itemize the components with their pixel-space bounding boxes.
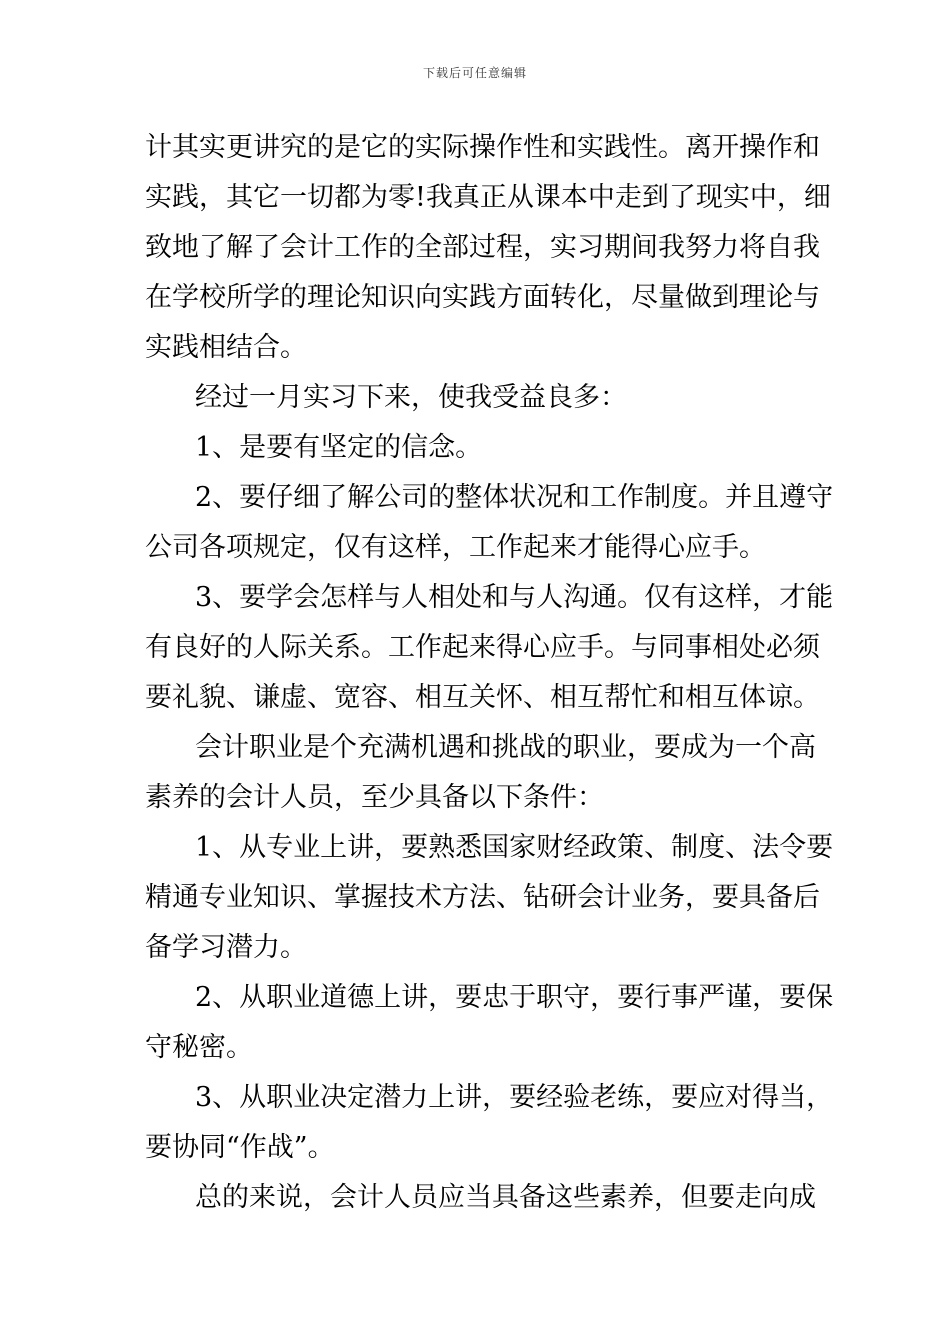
text-line: 3、从职业决定潜力上讲，要经验老练，要应对得当， — [195, 1082, 834, 1113]
text-line: 有良好的人际关系。工作起来得心应手。与同事相处必须 — [145, 632, 820, 663]
text-line: 致地了解了会计工作的全部过程，实习期间我努力将自我 — [145, 232, 820, 263]
text-line: 精通专业知识、掌握技术方法、钻研会计业务，要具备后 — [145, 882, 820, 913]
text-line: 素养的会计人员，至少具备以下条件： — [145, 782, 604, 813]
text-line: 备学习潜力。 — [145, 932, 307, 963]
text-line: 会计职业是个充满机遇和挑战的职业，要成为一个高 — [195, 732, 816, 763]
text-line: 2、要仔细了解公司的整体状况和工作制度。并且遵守 — [195, 482, 834, 513]
text-line: 实践，其它一切都为零!我真正从课本中走到了现实中，细 — [145, 182, 831, 213]
text-line: 守秘密。 — [145, 1032, 253, 1063]
text-line: 3、要学会怎样与人相处和与人沟通。仅有这样，才能 — [195, 582, 834, 613]
text-line: 总的来说，会计人员应当具备这些素养，但要走向成 — [195, 1182, 816, 1213]
text-line: 要礼貌、谦虚、宽容、相互关怀、相互帮忙和相互体谅。 — [145, 682, 820, 713]
text-line: 计其实更讲究的是它的实际操作性和实践性。离开操作和 — [145, 132, 820, 163]
text-line: 1、从专业上讲，要熟悉国家财经政策、制度、法令要 — [195, 832, 834, 863]
text-line: 实践相结合。 — [145, 332, 307, 363]
text-line: 在学校所学的理论知识向实践方面转化，尽量做到理论与 — [145, 282, 820, 313]
text-line: 公司各项规定，仅有这样，工作起来才能得心应手。 — [145, 532, 766, 563]
text-line: 经过一月实习下来，使我受益良多： — [195, 382, 627, 413]
text-line: 要协同“作战”。 — [145, 1132, 335, 1163]
page-header: 下载后可任意编辑 — [422, 66, 527, 80]
text-line: 2、从职业道德上讲，要忠于职守，要行事严谨，要保 — [195, 982, 834, 1013]
text-line: 1、是要有坚定的信念。 — [195, 432, 483, 463]
